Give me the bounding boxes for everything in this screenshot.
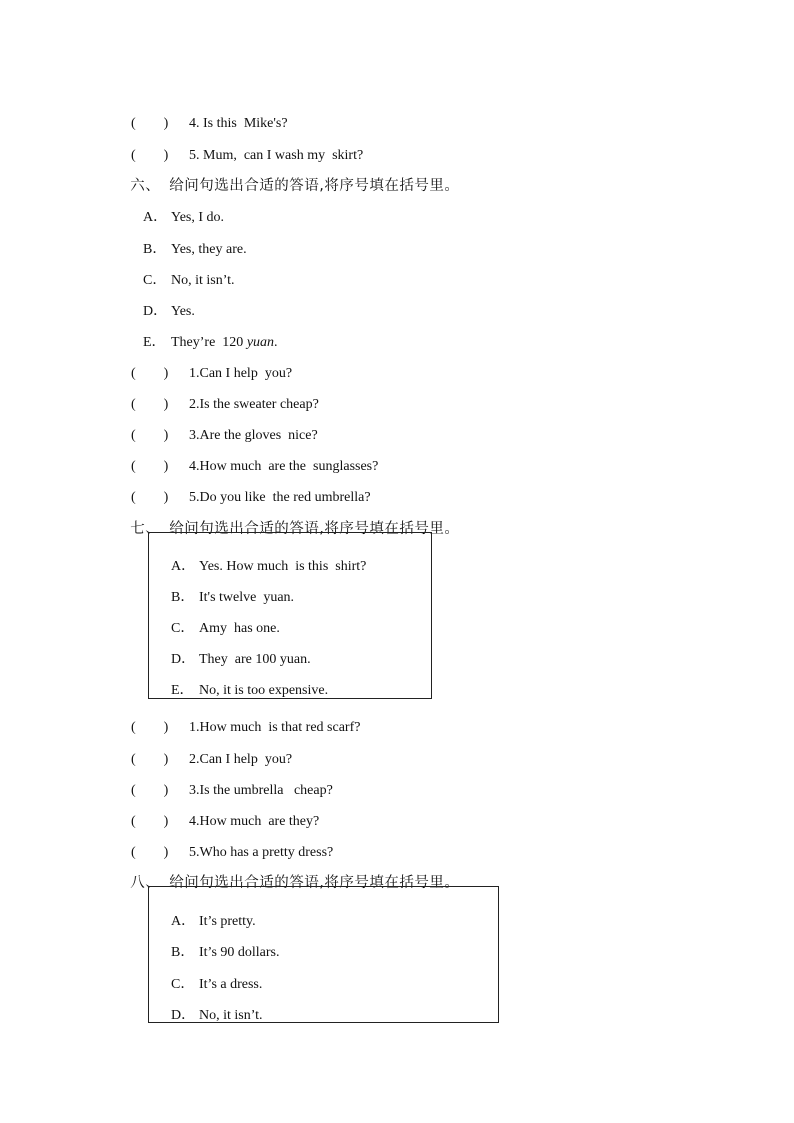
- option-text: It’s a dress.: [199, 977, 263, 992]
- answer-blank[interactable]: ( ): [131, 783, 169, 798]
- answer-blank[interactable]: ( ): [131, 116, 169, 131]
- section-number: 六、: [130, 178, 161, 194]
- answer-blank[interactable]: ( ): [131, 752, 169, 767]
- option-letter: A．: [171, 559, 196, 574]
- section-heading: [120, 159, 459, 195]
- question-item: [124, 97, 288, 133]
- option-text: No, it is too expensive.: [199, 683, 329, 698]
- option-text: Yes.: [171, 304, 195, 319]
- option-letter: B．: [171, 590, 195, 605]
- option-text: It’s pretty.: [199, 914, 256, 929]
- question-text: 4.How much are they?: [189, 814, 320, 829]
- option-text: Yes. How much is this shirt?: [199, 559, 367, 574]
- answer-blank[interactable]: ( ): [131, 845, 169, 860]
- question-text: 2.Is the sweater cheap?: [189, 397, 319, 412]
- section-instruction: 给问句选出合适的答语,将序号填在括号里。: [169, 875, 460, 891]
- question-text: 5.Do you like the red umbrella?: [189, 490, 371, 505]
- question-text: 4. Is this Mike's?: [189, 116, 288, 131]
- question-text: 2.Can I help you?: [189, 752, 293, 767]
- option-letter: D．: [143, 304, 168, 319]
- section-instruction: 给问句选出合适的答语,将序号填在括号里。: [169, 178, 460, 194]
- question-text: 5.Who has a pretty dress?: [189, 845, 334, 860]
- answer-blank[interactable]: ( ): [131, 428, 169, 443]
- question-text: 1.How much is that red scarf?: [189, 720, 361, 735]
- option-item: [157, 989, 263, 1043]
- answer-blank[interactable]: ( ): [131, 459, 169, 474]
- option-letter: C．: [171, 621, 195, 636]
- section-number: 八、: [130, 875, 161, 891]
- options-box: [148, 886, 499, 1023]
- answer-blank[interactable]: ( ): [131, 490, 169, 505]
- question-text: 3.Is the umbrella cheap?: [189, 783, 333, 798]
- option-text: No, it isn’t.: [199, 1008, 263, 1023]
- question-item: [124, 701, 360, 737]
- option-letter: D．: [171, 652, 196, 667]
- option-letter: B．: [143, 242, 167, 257]
- option-item: [136, 191, 224, 227]
- section-number: 七、: [130, 521, 161, 537]
- option-letter: D．: [171, 1008, 196, 1023]
- option-text: Amy has one.: [199, 621, 280, 636]
- option-text: Yes, they are.: [171, 242, 247, 257]
- option-letter: E．: [143, 335, 166, 350]
- option-letter: C．: [143, 273, 167, 288]
- option-text: It's twelve yuan.: [199, 590, 295, 605]
- option-letter: A．: [171, 914, 196, 929]
- answer-blank[interactable]: ( ): [131, 814, 169, 829]
- question-text: 5. Mum, can I wash my skirt?: [189, 148, 364, 163]
- option-letter: C．: [171, 977, 195, 992]
- option-text: It’s 90 dollars.: [199, 945, 280, 960]
- option-text: They’re 120: [171, 335, 247, 350]
- option-text-suffix: .: [274, 335, 278, 350]
- option-text: They are 100 yuan.: [199, 652, 311, 667]
- option-text: No, it isn’t.: [171, 273, 235, 288]
- options-box: [148, 532, 432, 699]
- question-text: 3.Are the gloves nice?: [189, 428, 318, 443]
- answer-blank[interactable]: ( ): [131, 366, 169, 381]
- option-text-italic: yuan: [246, 335, 275, 350]
- question-text: 4.How much are the sunglasses?: [189, 459, 379, 474]
- option-letter: B．: [171, 945, 195, 960]
- option-text: Yes, I do.: [171, 210, 225, 225]
- option-letter: E．: [171, 683, 194, 698]
- answer-blank[interactable]: ( ): [131, 720, 169, 735]
- answer-blank[interactable]: ( ): [131, 148, 169, 163]
- section-instruction: 给问句选出合适的答语,将序号填在括号里。: [169, 521, 460, 537]
- option-letter: A．: [143, 210, 168, 225]
- question-text: 1.Can I help you?: [189, 366, 293, 381]
- answer-blank[interactable]: ( ): [131, 397, 169, 412]
